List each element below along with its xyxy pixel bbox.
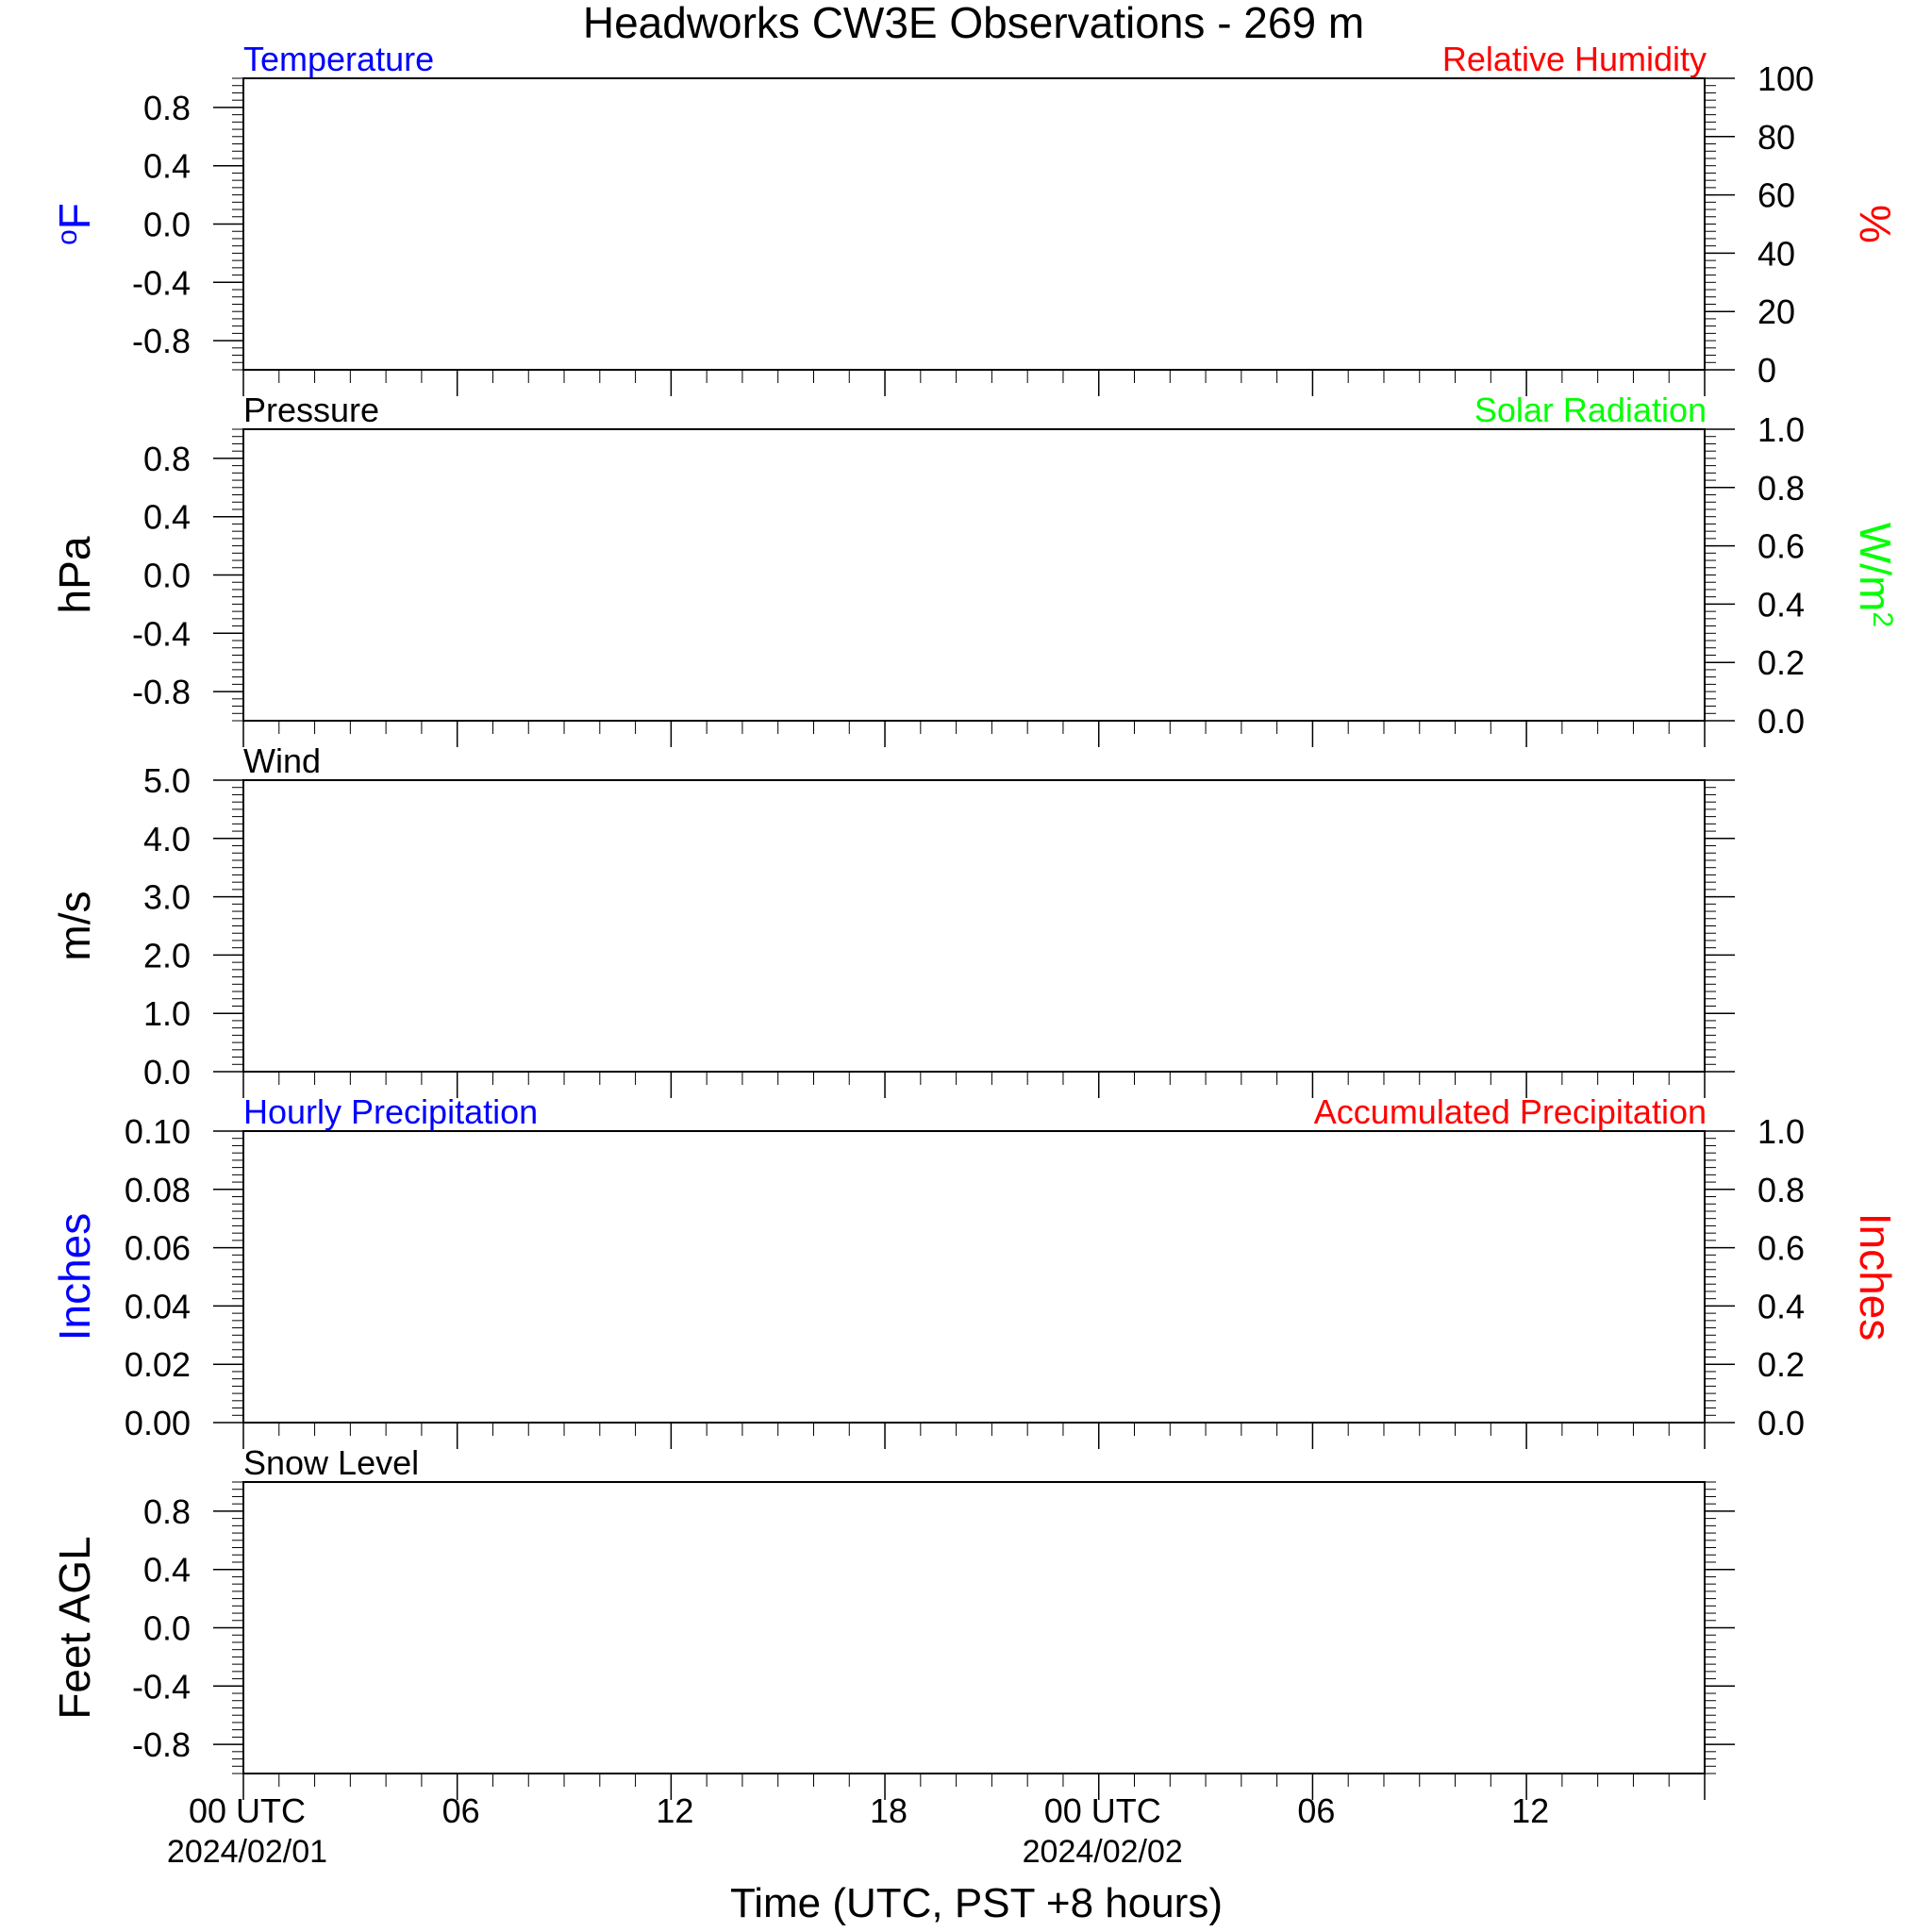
right-tick-label: 0.8 [1757, 468, 1806, 508]
left-tick-label: 0.02 [124, 1345, 191, 1385]
left-tick-label: -0.4 [131, 1667, 191, 1707]
panel-temperature-rh [50, 40, 1900, 396]
panel-frame [243, 1482, 1705, 1774]
panel-wind [50, 741, 1735, 1098]
panel-precipitation [50, 1092, 1900, 1449]
right-tick-label: 60 [1757, 175, 1796, 215]
left-axis-label: $^o$F [50, 203, 99, 245]
left-tick-label: 0.08 [124, 1170, 191, 1209]
x-axis-title: Time (UTC, PST +8 hours) [729, 1880, 1224, 1926]
right-tick-label: 80 [1757, 117, 1796, 157]
right-axis-label: $W/m^2$ [1851, 522, 1900, 628]
left-tick-label: 0.04 [124, 1287, 191, 1326]
right-axis-label: % [1851, 205, 1900, 243]
panel-right-title: Solar Radiation [1474, 391, 1707, 429]
left-tick-label: -0.8 [131, 1725, 191, 1765]
left-tick-label: 3.0 [142, 877, 191, 917]
x-tick-date-label: 2024/02/01 [166, 1834, 328, 1870]
x-tick-label: 06 [1297, 1791, 1336, 1830]
right-tick-label: 40 [1757, 234, 1796, 274]
left-tick-label: 1.0 [142, 994, 191, 1034]
panels-group [50, 40, 1900, 1800]
x-tick-label: 12 [1511, 1791, 1550, 1830]
left-tick-label: 0.4 [142, 1550, 191, 1590]
panel-left-title: Temperature [243, 40, 435, 78]
right-axis-label: Inches [1851, 1212, 1900, 1341]
left-tick-label: 0.8 [142, 1491, 191, 1531]
right-tick-label: 0.8 [1757, 1170, 1806, 1209]
right-tick-label: 100 [1757, 59, 1815, 98]
right-tick-label: 0.2 [1757, 1345, 1806, 1385]
left-tick-label: 0.4 [142, 146, 191, 186]
right-tick-label: 1.0 [1757, 1112, 1806, 1151]
panel-frame [243, 1131, 1705, 1423]
left-tick-label: 0.06 [124, 1228, 191, 1268]
panel-snow-level [50, 1443, 1735, 1800]
left-tick-label: -0.8 [131, 673, 191, 712]
left-axis-label: m/s [50, 891, 99, 961]
panel-right-title: Relative Humidity [1441, 40, 1707, 78]
right-tick-label: 0.4 [1757, 1287, 1806, 1326]
right-tick-label: 0.2 [1757, 643, 1806, 683]
right-tick-label: 1.0 [1757, 410, 1806, 449]
right-tick-label: 0.0 [1757, 702, 1806, 741]
left-tick-label: 0.4 [142, 497, 191, 537]
left-tick-label: 0.8 [142, 88, 191, 127]
panel-frame [243, 780, 1705, 1072]
right-tick-label: 0 [1757, 351, 1777, 390]
x-tick-label: 18 [870, 1791, 908, 1830]
panel-left-title: Wind [243, 741, 322, 780]
left-tick-label: 2.0 [142, 936, 191, 975]
left-tick-label: 0.0 [142, 1053, 191, 1091]
left-axis-label: Inches [50, 1212, 99, 1341]
left-tick-label: 5.0 [142, 761, 191, 800]
panel-frame [243, 78, 1705, 370]
panel-left-title: Snow Level [243, 1443, 420, 1482]
right-tick-label: 0.6 [1757, 526, 1806, 566]
left-axis-label: Feet AGL [50, 1536, 99, 1720]
x-tick-label: 00 UTC [1043, 1791, 1161, 1830]
x-tick-label: 00 UTC [188, 1791, 307, 1830]
panel-pressure-solar [50, 391, 1900, 747]
left-tick-label: -0.8 [131, 322, 191, 361]
left-tick-label: 0.10 [124, 1112, 191, 1151]
x-tick-label: 12 [656, 1791, 694, 1830]
left-tick-label: 0.0 [142, 205, 191, 244]
x-axis-labels [167, 1791, 1549, 1870]
panel-left-title: Pressure [243, 391, 380, 429]
panel-right-title: Accumulated Precipitation [1313, 1092, 1707, 1131]
right-tick-label: 0.4 [1757, 585, 1806, 625]
x-tick-date-label: 2024/02/02 [1022, 1834, 1183, 1870]
left-tick-label: 0.0 [142, 556, 191, 595]
right-tick-label: 0.0 [1757, 1404, 1806, 1442]
right-tick-label: 20 [1757, 292, 1796, 332]
left-tick-label: 0.0 [142, 1608, 191, 1648]
left-tick-label: -0.4 [131, 263, 191, 303]
chart-title: Headworks CW3E Observations - 269 m [582, 0, 1365, 47]
panel-left-title: Hourly Precipitation [243, 1092, 539, 1131]
left-tick-label: -0.4 [131, 614, 191, 654]
x-tick-label: 06 [441, 1791, 480, 1830]
right-tick-label: 0.6 [1757, 1228, 1806, 1268]
left-tick-label: 0.00 [124, 1404, 191, 1442]
left-tick-label: 4.0 [142, 819, 191, 858]
panel-frame [243, 429, 1705, 721]
left-tick-label: 0.8 [142, 439, 191, 478]
left-axis-label: hPa [50, 536, 99, 614]
